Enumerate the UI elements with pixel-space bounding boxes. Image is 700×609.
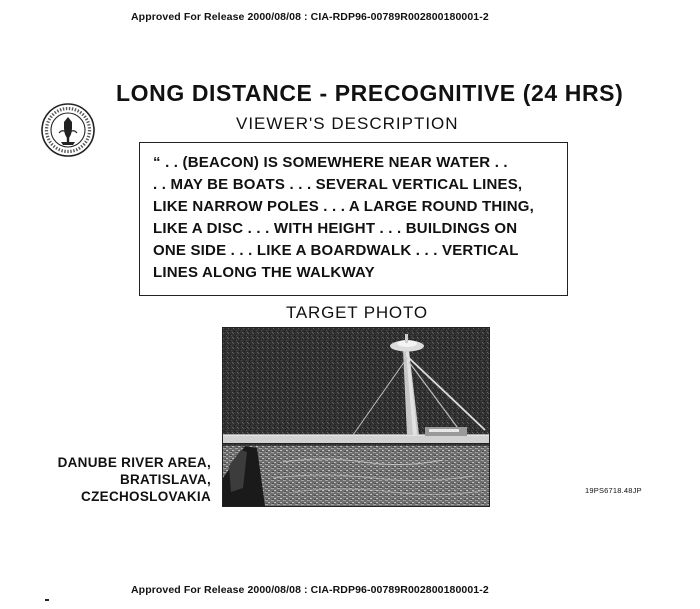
description-line: LINES ALONG THE WALKWAY (153, 264, 375, 281)
release-header: Approved For Release 2000/08/08 : CIA-RDP96-00789R002800180001-2 (131, 11, 489, 23)
bridge-photo-image (223, 328, 489, 506)
location-line: BRATISLAVA, (119, 472, 211, 487)
agency-seal-icon (40, 102, 96, 158)
target-photo (222, 327, 490, 507)
release-footer: Approved For Release 2000/08/08 : CIA-RDP96-00789R002800180001-2 (131, 584, 489, 596)
description-line: “ . . (BEACON) IS SOMEWHERE NEAR WATER . . (153, 154, 508, 171)
target-photo-heading: TARGET PHOTO (286, 303, 428, 322)
viewer-description-box (139, 142, 568, 296)
description-line: LIKE A DISC . . . WITH HEIGHT . . . BUILDINGS ON (153, 220, 518, 237)
margin-mark (45, 599, 49, 601)
location-caption (40, 454, 211, 505)
location-line: DANUBE RIVER AREA, (57, 455, 211, 470)
description-line: LIKE NARROW POLES . . . A LARGE ROUND THING, (153, 198, 535, 215)
location-line: CZECHOSLOVAKIA (81, 489, 211, 504)
photo-reference-number: 19PS6718.48JP (585, 486, 642, 495)
description-line: ONE SIDE . . . LIKE A BOARDWALK . . . VERTICAL (153, 242, 519, 259)
viewer-description-text (153, 152, 565, 284)
viewer-description-heading: VIEWER'S DESCRIPTION (236, 114, 459, 133)
description-line: . . MAY BE BOATS . . . SEVERAL VERTICAL LINES, (153, 176, 523, 193)
page-title: LONG DISTANCE - PRECOGNITIVE (24 HRS) (116, 80, 624, 106)
